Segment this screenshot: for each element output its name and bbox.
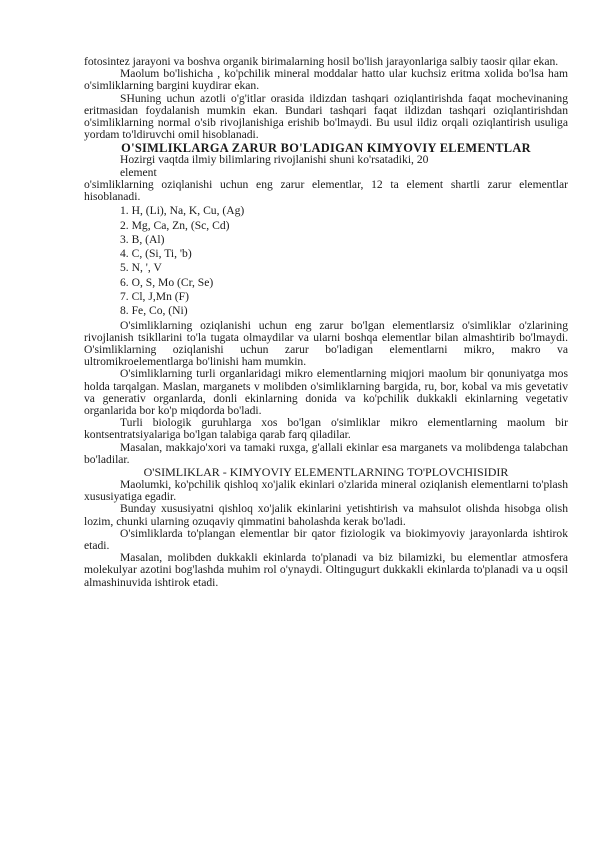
section-heading-elements: O'SIMLIKLARGA ZARUR BO'LADIGAN KIMYOVIY ELEMENTLAR: [121, 141, 531, 156]
paragraph-foliar-feeding: SHuning uchun azotli o'g'itlar orasida ildizdan tashqari oziqlantirishda faqat mochevinaning eritmasidan foydalanish mumkin ekan. Bundari tashqari faqat ildizdan tashqari oziqlantirishdan o'simliklarning normal o'sib rivojlanishiga erishib bo'lmaydi. Bu usul ildiz orqali oziqlantirish usuliga yordam to'ldiruvchi omil hisoblanadi.: [84, 91, 568, 142]
paragraph-molybdenum-example: Masalan, molibden dukkakli ekinlarda to'planadi va biz bilamizki, bu elementlar atmosfera molekulyar azotini bog'lashda muhim rol o'ynaydi. Oltingugurt dukkakli ekinlarda to'planadi va u oqsil almashinuvida ishtirok etadi.: [84, 551, 568, 589]
list-item: 7. Cl, J,Mn (F): [120, 290, 189, 304]
paragraph-photosynthesis: fotosintez jarayoni va boshva organik birimalarning hosil bo'lish jarayonlariga salbiy taosir qilar ekan.: [84, 55, 559, 68]
section-heading-accumulators: O'SIMLIKLAR - KIMYOVIY ELEMENTLARNING TO'PLOVCHISIDIR: [143, 465, 509, 480]
list-item: 4. C, (Si, Ti, 'b): [120, 247, 192, 261]
element-group-list: [120, 204, 568, 318]
paragraph-biological-groups: Turli biologik guruhlarga xos bo'lgan o'simliklar mikro elementlarning maolum bir kontsentratsiyalariga bo'lgan talabiga qarab farq qiladilar.: [84, 416, 568, 442]
paragraph-essential-elements: o'simliklarning oziqlanishi uchun eng zarur elementlar, 12 ta element shartli zarur elementlar hisoblanadi.: [84, 177, 568, 204]
paragraph-science-intro: Hozirgi vaqtda ilmiy bilimlaring rivojlanishi shuni ko'rsatadiki, 20: [120, 153, 429, 167]
paragraph-physiological-role: O'simliklarda to'plangan elementlar bir qator fiziologik va biokimyoviy jarayonlarda ishtirok etadi.: [84, 526, 568, 553]
paragraph-example-crops: Masalan, makkajo'xori va tamaki ruxga, g'allali ekinlar esa marganets va molibdenga talabchan bo'ladilar.: [84, 440, 568, 466]
document-body: [84, 56, 568, 589]
list-item: 3. B, (Al): [120, 232, 165, 246]
list-item: 5. N, ', V: [120, 261, 162, 275]
paragraph-accumulation: Maolumki, ko'pchilik qishloq xo'jalik ekinlari o'zlarida mineral oziqlanish elementlarni to'plash xususiyatiga egadir.: [84, 478, 568, 504]
list-item: 6. O, S, Mo (Cr, Se): [120, 275, 214, 289]
paragraph-micro-distribution: O'simliklarning turli organlaridagi mikro elementlarning miqjori maolum bir qonuniyatga mos holda tarqalgan. Maslan, marganets v molibden o'simliklarning bargida, ru, bor, kobal va mis gevetativ va generativ organlarda, donli ekinlarning donida va ko'pchilik dukkakli ekinlarning vegetativ organlarida bor ko'p miqdorda bo'ladi.: [84, 367, 568, 418]
list-item: 8. Fe, Co, (Ni): [120, 304, 188, 318]
paragraph-irreplaceable-elements: O'simliklarning oziqlanishi uchun eng zarur bo'lgan elementlarsiz o'simliklar o'zlarining rivojlanish tsikllarini to'la tugata olmaydilar va ularni boshqa elementlar bilan almashtirib bo'lmaydi. O'simliklarning oziqlanishi uchun zarur bo'ladigan elementlarni mikro, makro va ultromikroelementlarga bo'linishi ham mumkin.: [84, 318, 568, 369]
paragraph-mineral-burn: Maolum bo'lishicha , ko'pchilik mineral moddalar hatto ular kuchsiz eritma xolida bo'lsa ham o'simliklarning bargini kuydirar ekan.: [84, 67, 568, 93]
paragraph-element-word: element: [120, 165, 157, 179]
paragraph-nutritional-value: Bunday xususiyatni qishloq xo'jalik ekinlarini yetishtirish va mahsulot olishda hisobga olish lozim, chunki ularning ozuqaviy qimmatini baholashda kerak bo'ladi.: [84, 502, 568, 528]
list-item: 1. H, (Li), Na, K, Cu, (Ag): [120, 204, 245, 218]
list-item: 2. Mg, Ca, Zn, (Sc, Cd): [120, 218, 230, 232]
